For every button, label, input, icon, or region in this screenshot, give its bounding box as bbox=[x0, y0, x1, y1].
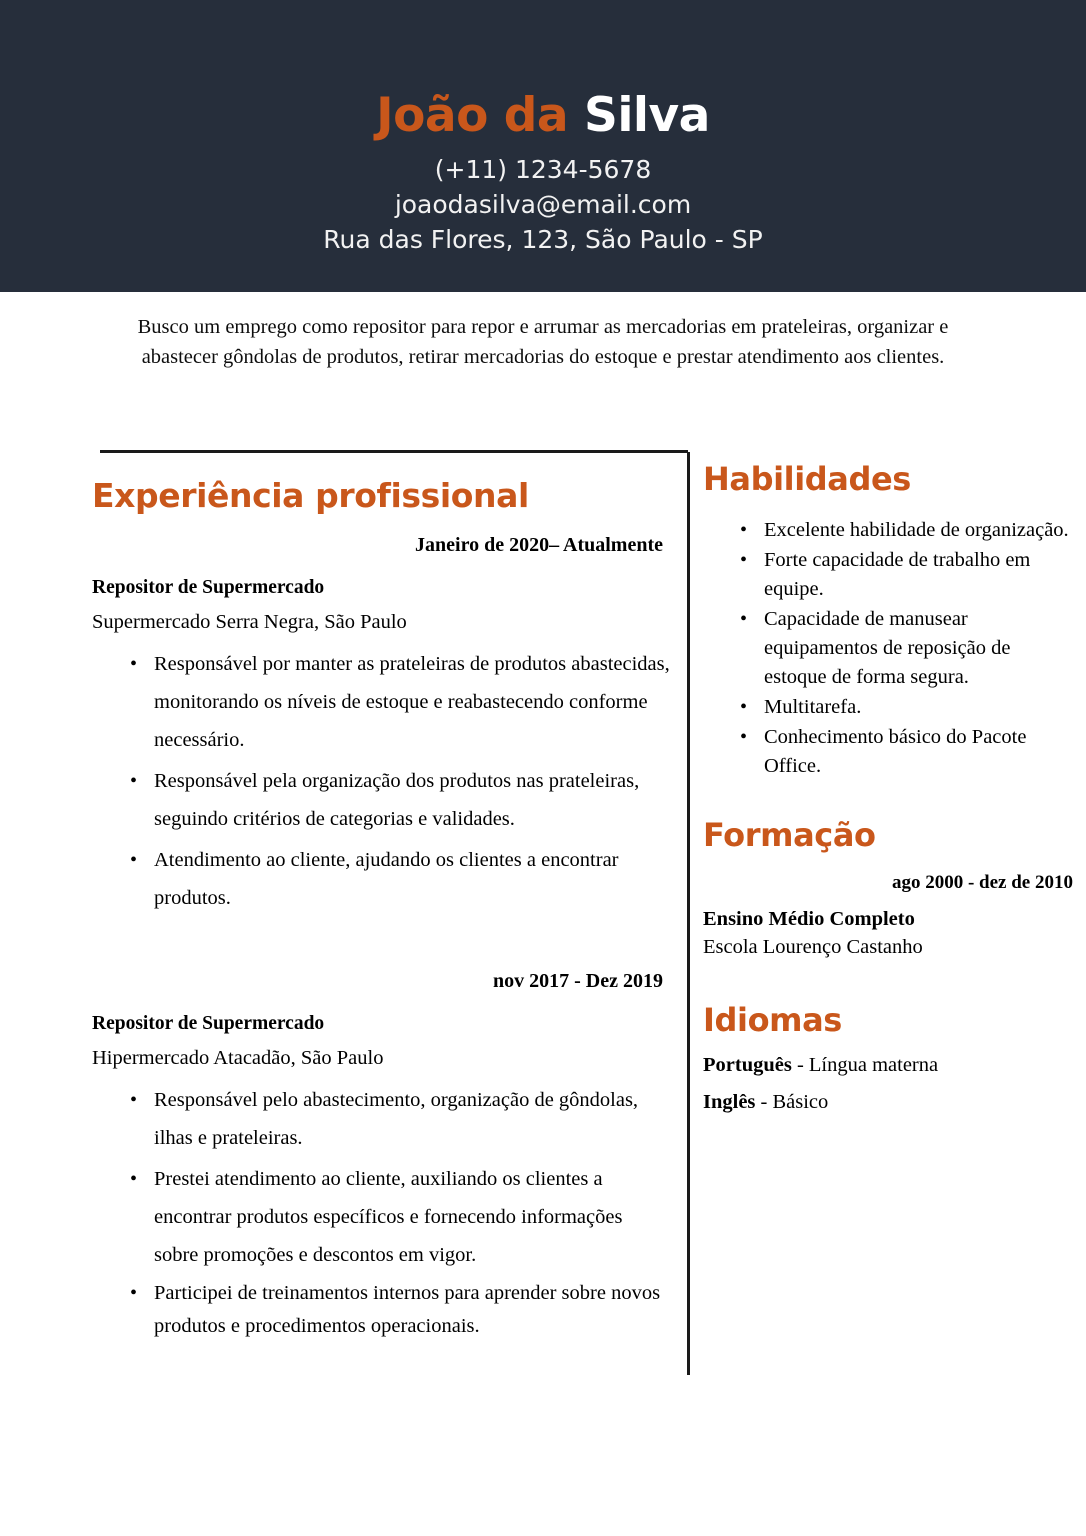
professional-summary: Busco um emprego como repositor para repor e arrumar as mercadorias em prateleiras, organizar e abastecer gôndolas de produtos, retirar mercadorias do estoque e prestar atendimento aos clientes. bbox=[137, 316, 949, 368]
experience-bullet: • Prestei atendimento ao cliente, auxiliando os clientes a encontrar produtos específicos e fornecendo informações sobre promoções e descontos em vigor. bbox=[92, 1160, 670, 1274]
experience-bullet-list bbox=[92, 645, 670, 917]
experience-role: Repositor de Supermercado bbox=[92, 576, 325, 598]
experience-bullet-list bbox=[92, 1081, 670, 1343]
language-item bbox=[703, 1090, 1073, 1116]
contact-phone: (+11) 1234-5678 bbox=[434, 154, 652, 184]
horizontal-divider bbox=[100, 450, 688, 453]
skill-item: • Forte capacidade de trabalho em equipe. bbox=[703, 546, 1073, 604]
experience-entry bbox=[92, 533, 670, 917]
language-level: - Básico bbox=[755, 1091, 829, 1114]
skill-item: • Multitarefa. bbox=[703, 693, 1073, 722]
skill-item: • Capacidade de manusear equipamentos de reposição de estoque de forma segura. bbox=[703, 605, 1073, 692]
languages-list bbox=[703, 1053, 1073, 1116]
section-title-skills: Habilidades bbox=[703, 460, 911, 498]
language-name: Inglês bbox=[703, 1091, 756, 1114]
contact-details bbox=[0, 152, 1086, 257]
skill-item: • Conhecimento básico do Pacote Office. bbox=[703, 723, 1073, 781]
skills-list bbox=[703, 516, 1073, 781]
experience-dates: nov 2017 - Dez 2019 bbox=[493, 969, 663, 992]
section-title-experience: Experiência profissional bbox=[92, 476, 529, 515]
experience-bullet: • Responsável por manter as prateleiras de produtos abastecidas, monitorando os níveis de estoque e reabastecendo conforme necessário. bbox=[92, 645, 670, 759]
section-title-education: Formação bbox=[703, 815, 876, 854]
education-school: Escola Lourenço Castanho bbox=[703, 936, 923, 959]
language-level: - Língua materna bbox=[791, 1053, 939, 1076]
experience-company: Supermercado Serra Negra, São Paulo bbox=[92, 611, 407, 634]
skill-item: • Excelente habilidade de organização. bbox=[703, 516, 1073, 545]
education-degree: Ensino Médio Completo bbox=[703, 908, 915, 931]
candidate-last-name: Silva bbox=[583, 88, 710, 143]
experience-role: Repositor de Supermercado bbox=[92, 1012, 325, 1034]
contact-address: Rua das Flores, 123, São Paulo - SP bbox=[323, 224, 763, 254]
experience-company: Hipermercado Atacadão, São Paulo bbox=[92, 1047, 384, 1070]
education-dates: ago 2000 - dez de 2010 bbox=[891, 871, 1073, 893]
candidate-first-name: João da bbox=[376, 88, 584, 143]
language-item bbox=[703, 1053, 1073, 1079]
experience-bullet: • Participei de treinamentos internos para aprender sobre novos produtos e procedimentos operacionais. bbox=[92, 1277, 670, 1343]
contact-email: joaodasilva@email.com bbox=[394, 189, 692, 219]
vertical-column-divider bbox=[687, 452, 690, 1375]
right-column bbox=[703, 462, 1073, 1116]
resume-header bbox=[0, 0, 1086, 292]
experience-dates: Janeiro de 2020– Atualmente bbox=[415, 533, 663, 556]
experience-bullet: • Responsável pelo abastecimento, organização de gôndolas, ilhas e prateleiras. bbox=[92, 1081, 670, 1157]
education-entry bbox=[703, 872, 1073, 961]
left-column bbox=[92, 478, 670, 1343]
candidate-name bbox=[0, 0, 1086, 143]
language-name: Português bbox=[703, 1053, 792, 1076]
experience-bullet: • Responsável pela organização dos produtos nas prateleiras, seguindo critérios de categorias e validades. bbox=[92, 762, 670, 838]
experience-bullet: • Atendimento ao cliente, ajudando os clientes a encontrar produtos. bbox=[92, 841, 670, 917]
experience-entry bbox=[92, 969, 670, 1343]
section-title-languages: Idiomas bbox=[703, 1000, 842, 1039]
